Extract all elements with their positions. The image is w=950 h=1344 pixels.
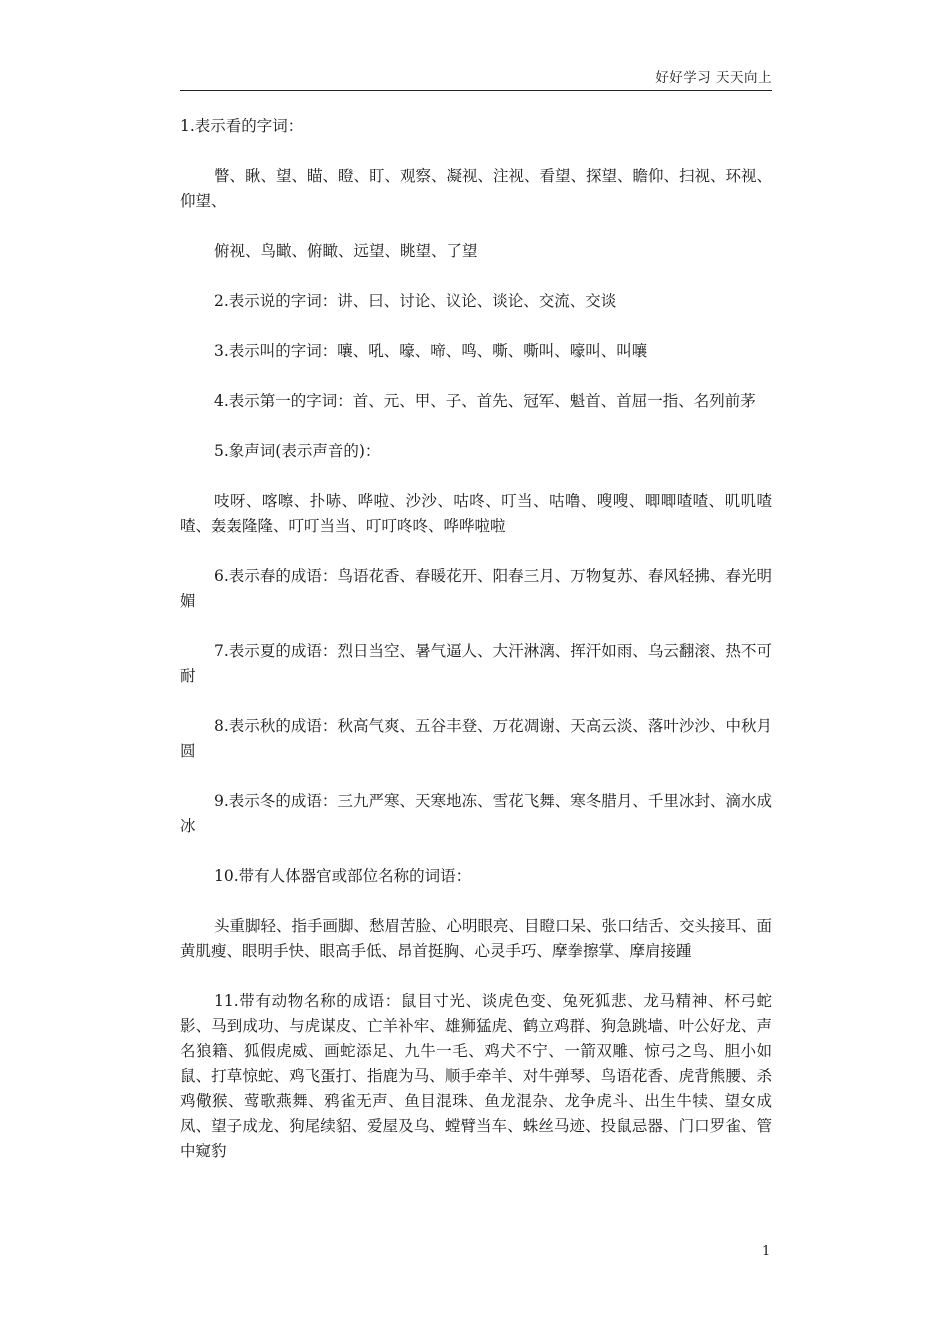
document-body bbox=[180, 114, 772, 1189]
page-header bbox=[180, 64, 772, 91]
paragraph-12: 9.表示冬的成语：三九严寒、天寒地冻、雪花飞舞、寒冬腊月、千里冰封、滴水成冰 bbox=[180, 792, 772, 835]
paragraph-6: 4.表示第一的字词：首、元、甲、子、首先、冠军、魁首、首屈一指、名列前茅 bbox=[214, 392, 756, 410]
paragraph-3: 俯视、鸟瞰、俯瞰、远望、眺望、了望 bbox=[214, 242, 478, 260]
paragraph-15: 11.带有动物名称的成语：鼠目寸光、谈虎色变、兔死狐悲、龙马精神、杯弓蛇影、马到成功、与虎谋皮、亡羊补牢、雄狮猛虎、鹤立鸡群、狗急跳墙、叶公好龙、声名狼籍、狐假虎威、画蛇添足、九牛一毛、鸡犬不宁、一箭双雕、惊弓之鸟、胆小如鼠、打草惊蛇、鸡飞蛋打、指鹿为马、顺手牵羊、对牛弹琴、鸟语花香、虎背熊腰、杀鸡儆猴、莺歌燕舞、鸦雀无声、鱼目混珠、鱼龙混杂、龙争虎斗、出生牛犊、望女成凤、望子成龙、狗尾续貂、爱屋及乌、螳臂当车、蛛丝马迹、投鼠忌器、门口罗雀、管中窥豹 bbox=[180, 992, 772, 1160]
paragraph-4: 2.表示说的字词：讲、曰、讨论、议论、谈论、交流、交谈 bbox=[214, 292, 617, 310]
paragraph-10: 7.表示夏的成语：烈日当空、暑气逼人、大汗淋漓、挥汗如雨、乌云翻滚、热不可耐 bbox=[180, 642, 772, 685]
page-number: 1 bbox=[762, 1244, 771, 1259]
paragraph-13: 10.带有人体器官或部位名称的词语： bbox=[214, 867, 472, 885]
paragraph-8: 吱呀、喀嚓、扑哧、哗啦、沙沙、咕咚、叮当、咕噜、嗖嗖、唧唧喳喳、叽叽喳喳、轰轰隆隆、叮叮当当、叮叮咚咚、哗哗啦啦 bbox=[180, 492, 772, 535]
paragraph-14: 头重脚轻、指手画脚、愁眉苦脸、心明眼亮、目瞪口呆、张口结舌、交头接耳、面黄肌瘦、眼明手快、眼高手低、昂首挺胸、心灵手巧、摩拳擦掌、摩肩接踵 bbox=[180, 917, 773, 960]
paragraph-7: 5.象声词(表示声音的)： bbox=[214, 442, 381, 460]
paragraph-5: 3.表示叫的字词：嚷、吼、嚎、啼、鸣、嘶、嘶叫、嚎叫、叫嚷 bbox=[214, 342, 648, 360]
paragraph-11: 8.表示秋的成语：秋高气爽、五谷丰登、万花凋谢、天高云淡、落叶沙沙、中秋月圆 bbox=[180, 717, 772, 760]
paragraph-9: 6.表示春的成语：鸟语花香、春暖花开、阳春三月、万物复苏、春风轻拂、春光明媚 bbox=[180, 567, 772, 610]
header-text: 好好学习 天天向上 bbox=[655, 70, 772, 86]
paragraph-2: 瞥、瞅、望、瞄、瞪、盯、观察、凝视、注视、看望、探望、瞻仰、扫视、环视、仰望、 bbox=[180, 167, 773, 210]
paragraph-1: 1.表示看的字词： bbox=[180, 117, 304, 135]
